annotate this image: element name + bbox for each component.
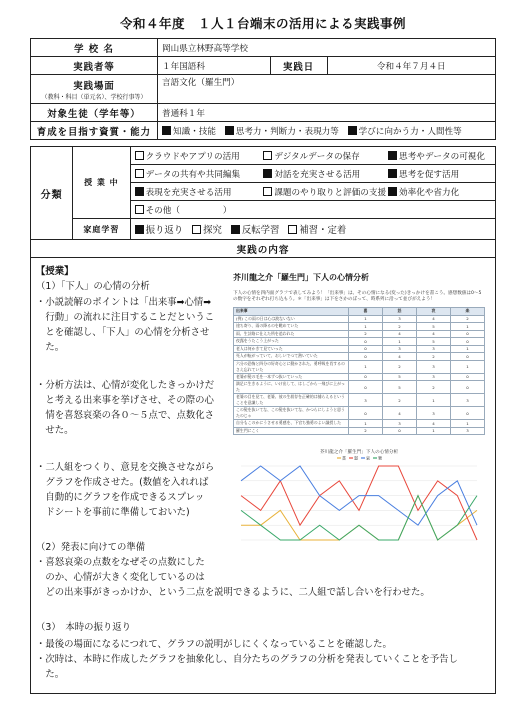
sheet-cell: 3 — [383, 420, 417, 428]
home-option[interactable]: 探究 — [192, 222, 222, 236]
sheet-row — [234, 381, 485, 394]
sheet-cell: 老婆が髪の毛を一本ずつ抜いていった — [234, 373, 349, 381]
sheet-row — [234, 360, 485, 373]
quality-option[interactable]: 学びに向かう力・人間性等 — [348, 125, 462, 137]
sheet-cell: 死人が転がっていて、おしいでつて熱いていた — [234, 353, 349, 361]
sheet-cell: 六分の恐怖と四分の好奇心とに動かされた、勇呼吸を肖するのさえ忘れていた — [234, 360, 349, 373]
home-option[interactable]: 反転学習 — [231, 222, 280, 236]
sheet-row — [234, 315, 485, 323]
checkbox-checked-icon — [388, 187, 397, 196]
class-option[interactable]: 課題のやり取りと評価の支援 — [263, 186, 379, 198]
heading-2: （2）発表に向けての準備 — [36, 542, 146, 553]
practitioner-label: 実践者等 — [31, 57, 158, 75]
home-label: 家庭学習 — [73, 219, 130, 240]
sheet-cell: 2 — [417, 353, 451, 361]
sheet-cell: 4 — [383, 353, 417, 361]
sheet-row — [234, 330, 485, 338]
sheet-cell: 2 — [349, 427, 383, 435]
home-option[interactable]: 補習・定着 — [288, 222, 346, 236]
sheet-cell: 3 — [383, 315, 417, 323]
sheet-row — [234, 420, 485, 428]
sheet-cell: 4 — [383, 330, 417, 338]
series-line-怒 — [241, 466, 477, 540]
class-option[interactable]: クラウドやアプリの活用 — [135, 150, 255, 162]
qualities-options — [158, 122, 496, 140]
sheet-cell: 1 — [417, 394, 451, 407]
sheet-cell: 途ち寄り、雨の降るのを眺めていた — [234, 323, 349, 331]
checkbox-checked-icon — [348, 126, 357, 135]
paragraph-4: ・喜怒哀楽の点数をなぜその点数にした のか、心情が大きく変化しているのは どの出来事がきっかけか、という二点を説明できるように、二人組で話し合いを行わせた。 — [36, 557, 430, 598]
in-class-row-4 — [130, 201, 495, 219]
class-option[interactable]: 思考やデータの可視化 — [388, 150, 485, 162]
spreadsheet-image — [233, 272, 485, 435]
sheet-cell: 1 — [417, 427, 451, 435]
checkbox-checked-icon — [388, 151, 397, 160]
in-class-label: 授 業 中 — [73, 147, 130, 219]
date-value: 令和４年７月４日 — [327, 57, 495, 75]
checkbox-icon — [192, 225, 201, 234]
sheet-cell: 1 — [349, 323, 383, 331]
scene-label-cell — [31, 75, 158, 104]
checkbox-checked-icon — [135, 187, 144, 196]
sheet-cell: 4 — [383, 407, 417, 420]
sheet-cell: 羅生門にこく — [234, 427, 349, 435]
sheet-table — [233, 307, 485, 435]
sheet-header-row — [234, 308, 485, 316]
sheet-row — [234, 338, 485, 346]
sheet-cell: 1 — [451, 323, 485, 331]
target-label: 対象生徒（学年等） — [31, 104, 158, 122]
sheet-cell: 3 — [417, 345, 451, 353]
sheet-cell: 2 — [383, 360, 417, 373]
sheet-cell: 0 — [451, 407, 485, 420]
home-option[interactable]: 振り返り — [135, 222, 184, 236]
sheet-cell: 1 — [349, 360, 383, 373]
sheet-cell: 0 — [451, 353, 485, 361]
in-class-row-1 — [130, 147, 495, 165]
sheet-header-cell: 出来事 — [234, 308, 349, 316]
sheet-cell: 2 — [383, 394, 417, 407]
classification-label: 分類 — [31, 147, 73, 240]
checkbox-icon — [135, 151, 144, 160]
checkbox-icon — [135, 169, 144, 178]
sheet-header-cell: 喜 — [349, 308, 383, 316]
series-line-楽 — [241, 496, 477, 540]
sheet-cell: 0 — [349, 407, 383, 420]
sheet-cell: 雨、生計路に仕えた所を追われた — [234, 330, 349, 338]
sheet-cell: 5 — [417, 338, 451, 346]
checkbox-checked-icon — [162, 126, 171, 135]
series-line-喜 — [241, 496, 477, 540]
sheet-row — [234, 407, 485, 420]
sheet-header-cell: 楽 — [451, 308, 485, 316]
quality-option[interactable]: 思考力・判断力・表現力等 — [225, 125, 339, 137]
checkbox-checked-icon — [263, 169, 272, 178]
class-option[interactable]: 表現を充実させる活用 — [135, 186, 255, 198]
sheet-cell: 0 — [349, 373, 383, 381]
sheet-cell: 0 — [349, 345, 383, 353]
sheet-cell: 4 — [417, 315, 451, 323]
chart-title: 芥川龍之介「羅生門」下人の心情分析 — [319, 450, 399, 455]
checkbox-checked-icon — [225, 126, 234, 135]
legend-label: 哀 — [366, 455, 370, 461]
sheet-cell: 5 — [417, 323, 451, 331]
scene-sublabel: （教科・科目（単元名）、学校行事等） — [41, 93, 147, 101]
sheet-cell: 3 — [417, 407, 451, 420]
scene-label: 実践場面 — [73, 80, 115, 92]
paragraph-1: ・小説読解のポイントは「出来事➡心情➡ 行動」の流れに注目することだというこ とを確認し、「下人」の心情を分析させ た。 — [36, 297, 215, 353]
sheet-cell: 3 — [349, 394, 383, 407]
class-option[interactable]: デジタルデータの保存 — [263, 150, 379, 162]
section-title: 【授業】 — [36, 266, 74, 277]
sheet-cell: 1 — [349, 315, 383, 323]
date-label: 実践日 — [270, 57, 327, 75]
sheet-row — [234, 353, 485, 361]
sheet-cell: 1 — [451, 420, 485, 428]
class-option[interactable]: データの共有や共同編集 — [135, 168, 255, 180]
checkbox-icon — [263, 151, 272, 160]
sheet-cell: 2 — [383, 323, 417, 331]
sheet-cell: 0 — [349, 381, 383, 394]
sheet-title: 芥川龍之介「羅生門」下人の心情分析 — [233, 273, 369, 282]
sheet-cell: 2 — [451, 315, 485, 323]
school-value: 岡山県立林野高等学校 — [158, 39, 496, 57]
sheet-cell: 4 — [417, 330, 451, 338]
paragraph-5: ・最後の場面になるにつれて、グラフの説明がしにくくなっていることを確認した。 ・次時は、本時に作成したグラフを抽象化し、自分たちのグラフの分析を発表していくことを予告し た。 — [36, 639, 458, 680]
home-options — [130, 219, 495, 240]
sheet-cell: 老人は何かきて見ていった — [234, 345, 349, 353]
sheet-cell: 0 — [451, 330, 485, 338]
sheet-cell: 満足に生きるように、いけ出して、はしごから一飛びに上がった — [234, 381, 349, 394]
sheet-cell: 5 — [383, 381, 417, 394]
content-header: 実践の内容 — [31, 240, 496, 258]
school-label: 学 校 名 — [31, 39, 158, 57]
heading-3: （3） 本時の振り返り — [36, 622, 132, 633]
checkbox-checked-icon — [388, 169, 397, 178]
sheet-row — [234, 323, 485, 331]
heading-1: （1）「下人」の心情の分析 — [36, 281, 150, 292]
sheet-cell: 3 — [451, 427, 485, 435]
sheet-cell: この髪を抜いてな、この髪を抜いてな、かつらにしようと思うたのじゃ — [234, 407, 349, 420]
quality-option[interactable]: 知識・技能 — [162, 125, 216, 137]
checkbox-checked-icon — [135, 225, 144, 234]
sheet-cell: (例) この雨の日は心は波ないない — [234, 315, 349, 323]
sheet-cell: 3 — [451, 394, 485, 407]
sheet-cell: 1 — [451, 345, 485, 353]
sheet-cell: 0 — [451, 373, 485, 381]
in-class-row-2 — [130, 165, 495, 183]
page-title: 令和４年度 １人１台端末の活用による実践事例 — [119, 16, 406, 31]
sheet-cell: 3 — [383, 345, 417, 353]
legend-label: 楽 — [378, 455, 382, 461]
sheet-cell: 0 — [451, 381, 485, 394]
legend-label: 喜 — [342, 455, 346, 461]
qualities-label: 育成を目指す資質・能力 — [31, 122, 158, 140]
class-option[interactable]: その他（ ） — [135, 204, 232, 216]
paragraph-2: ・分析方法は、心情が変化したきっかけだ と考える出来事を挙げさせ、その際の心 情を喜怒哀楽の各０～５点で、点数化さ せた。 — [36, 380, 215, 436]
sheet-cell: 0 — [349, 338, 383, 346]
sheet-cell: 1 — [349, 420, 383, 428]
sheet-cell: 5 — [383, 373, 417, 381]
sheet-cell: 2 — [417, 381, 451, 394]
checkbox-icon — [263, 187, 272, 196]
sheet-cell: 老婆の目を見て、老婆、彼の生殺存を正確的は捕らえるということを意識した — [234, 394, 349, 407]
sheet-cell: 1 — [383, 338, 417, 346]
practitioner-value: １年国語科 — [158, 57, 271, 75]
checkbox-icon — [135, 205, 144, 214]
sheet-header-cell: 哀 — [417, 308, 451, 316]
sheet-cell: 3 — [417, 373, 451, 381]
sheet-row — [234, 394, 485, 407]
sheet-cell: 3 — [417, 360, 451, 373]
class-option[interactable]: 思考を促す活用 — [388, 168, 459, 180]
paragraph-3: ・二人組をつくり、意見を交換させながら グラフを作成させた。(数値を入れれば 自動的にグラフを作成できるスプレッ ドシートを事前に準備しておいた) — [36, 462, 215, 518]
classification-table — [30, 146, 496, 258]
sheet-cell: 1 — [451, 360, 485, 373]
emotion-line-chart — [233, 448, 485, 548]
target-value: 普通科１年 — [158, 104, 496, 122]
in-class-row-3 — [130, 183, 495, 201]
sheet-description: 下人の心情を四内面グラフで表してみよう！「出来事」は、その心情になる(変った)きっかけを書こう。感想数値は0〜5の数字をそれぞれ打ち込もう。＊「出来事」は下をさかのぼって、時系列に沿って並びがえよう！ — [233, 291, 482, 302]
scene-value: 言語文化（羅生門） — [158, 75, 496, 104]
legend-label: 怒 — [354, 455, 358, 461]
class-option[interactable]: 効率化や省力化 — [388, 186, 459, 198]
sheet-cell: 4 — [417, 420, 451, 428]
class-option[interactable]: 対話を充実させる活用 — [263, 168, 379, 180]
sheet-cell: 0 — [349, 353, 383, 361]
checkbox-icon — [288, 225, 297, 234]
sheet-row — [234, 427, 485, 435]
sheet-header-cell: 怒 — [383, 308, 417, 316]
sheet-row — [234, 373, 485, 381]
checkbox-checked-icon — [231, 225, 240, 234]
sheet-cell: 2 — [349, 330, 383, 338]
info-table — [30, 38, 496, 140]
sheet-row — [234, 345, 485, 353]
sheet-cell: 自分もこのかにうさせる勇感を、下官ち強勇のよい議授した — [234, 420, 349, 428]
sheet-cell: 0 — [383, 427, 417, 435]
sheet-cell: 夜露をうたこう上がった — [234, 338, 349, 346]
sheet-cell: 0 — [451, 338, 485, 346]
